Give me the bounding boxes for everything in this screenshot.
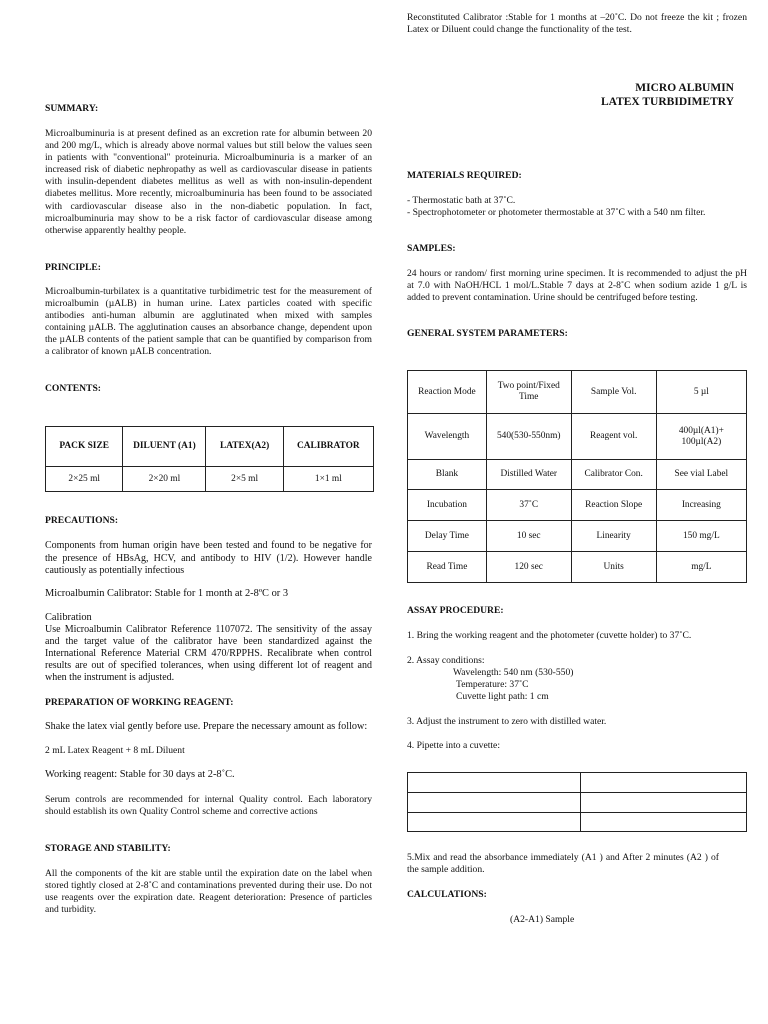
assay-condition-wavelength: Wavelength: 540 nm (530-550) bbox=[453, 667, 574, 678]
pipette-cell bbox=[408, 813, 581, 832]
assay-condition-temperature: Temperature: 37˚C bbox=[456, 679, 529, 691]
params-cell: 400µl(A1)+ 100µl(A2) bbox=[656, 414, 746, 460]
principle-heading: PRINCIPLE: bbox=[45, 262, 101, 273]
params-row bbox=[408, 490, 747, 521]
assay-condition-light-path: Cuvette light path: 1 cm bbox=[456, 691, 549, 703]
params-cell: Reaction Slope bbox=[571, 490, 656, 521]
materials-heading: MATERIALS REQUIRED: bbox=[407, 170, 522, 181]
pipette-cell bbox=[581, 813, 747, 832]
pipette-cell bbox=[408, 773, 581, 793]
contents-cell: 1×1 ml bbox=[283, 467, 373, 492]
contents-cell: 2×20 ml bbox=[123, 467, 206, 492]
assay-step-4: 4. Pipette into a cuvette: bbox=[407, 740, 500, 751]
principle-text: Microalbumin-turbilatex is a quantitative turbidimetric test for the measurement of microalbumin (µALB) in human urine. Latex particles coated with specific antibodies anti-human albumin are agglutinated when mixed with samples containing µALB. The agglutination causes an absorbance change, dependent upon the µALB contents of the patient sample that can be quantified by comparison from a calibrator of known µALB concentration. bbox=[45, 286, 372, 358]
params-row bbox=[408, 552, 747, 583]
preparation-text: Shake the latex vial gently before use. Prepare the necessary amount as follow: bbox=[45, 721, 368, 732]
working-reagent-stability: Working reagent: Stable for 30 days at 2-8˚C. bbox=[45, 769, 235, 780]
summary-heading: SUMMARY: bbox=[45, 103, 99, 114]
params-row bbox=[408, 371, 747, 414]
pipette-row bbox=[408, 773, 747, 793]
contents-header-row bbox=[46, 427, 374, 467]
assay-conditions bbox=[407, 667, 747, 703]
contents-cell: 2×5 ml bbox=[206, 467, 283, 492]
calculation-formula: (A2-A1) Sample bbox=[510, 914, 575, 925]
params-row bbox=[408, 521, 747, 552]
samples-text: 24 hours or random/ first morning urine specimen. It is recommended to adjust the pH at 7.0 with NaOH/HCL 1 mol/L.Stable 7 days at 2-8˚C when sodium azide 1 g/L is added to prevent contamination. Urine should be centrifuged before testing. bbox=[407, 268, 747, 304]
params-cell: 37˚C bbox=[486, 490, 571, 521]
params-cell: See vial Label bbox=[656, 460, 746, 490]
params-cell: Delay Time bbox=[408, 521, 487, 552]
params-cell: Two point/Fixed Time bbox=[486, 371, 571, 414]
params-cell: 120 sec bbox=[486, 552, 571, 583]
contents-row bbox=[46, 467, 374, 492]
params-cell: Reaction Mode bbox=[408, 371, 487, 414]
params-cell: Reagent vol. bbox=[571, 414, 656, 460]
contents-table bbox=[45, 426, 374, 492]
assay-step-3: 3. Adjust the instrument to zero with distilled water. bbox=[407, 716, 607, 727]
materials-item-1: - Thermostatic bath at 37˚C. bbox=[407, 195, 516, 206]
document-title bbox=[560, 82, 734, 109]
calibration-heading: Calibration bbox=[45, 612, 92, 623]
assay-heading: ASSAY PROCEDURE: bbox=[407, 605, 504, 616]
params-cell: Sample Vol. bbox=[571, 371, 656, 414]
pipette-table bbox=[407, 772, 747, 832]
params-cell: Calibrator Con. bbox=[571, 460, 656, 490]
contents-header-cell: LATEX(A2) bbox=[206, 427, 283, 467]
summary-text: Microalbuminuria is at present defined as an excretion rate for albumin between 20 and 200 mg/L, which is already above normal values but still below the values seen in patients with "conventional" proteinuria. Microalbuminuria is a marker of an increased risk of diabetic nephropathy as well as cardiovascular disease in patients with insulin-dependent diabetes mellitus as well as with non-insulin-dependent diabetes mellitus. More recently, microalbuminuria has been found to be associated with cardiovascular disease also in the non-diabetic population. In fact, microalbuminuria may show to be a risk factor of cardiovascular disease among otherwise apparently healthy people. bbox=[45, 128, 372, 236]
params-cell: 5 µl bbox=[656, 371, 746, 414]
params-cell: Linearity bbox=[571, 521, 656, 552]
params-cell: mg/L bbox=[656, 552, 746, 583]
params-cell: Increasing bbox=[656, 490, 746, 521]
materials-item-2: - Spectrophotometer or photometer thermostable at 37˚C with a 540 nm filter. bbox=[407, 207, 706, 218]
calculations-heading: CALCULATIONS: bbox=[407, 889, 487, 900]
contents-header-cell: CALIBRATOR bbox=[283, 427, 373, 467]
pipette-cell bbox=[581, 773, 747, 793]
contents-header-cell: DILUENT (A1) bbox=[123, 427, 206, 467]
params-row bbox=[408, 414, 747, 460]
pipette-cell bbox=[581, 793, 747, 813]
params-cell: 150 mg/L bbox=[656, 521, 746, 552]
title-line-1: MICRO ALBUMIN bbox=[635, 82, 734, 94]
params-row bbox=[408, 460, 747, 490]
reconstituted-calibrator-note: Reconstituted Calibrator :Stable for 1 months at –20˚C. Do not freeze the kit ; frozen Latex or Diluent could change the functionality of the test. bbox=[407, 12, 747, 36]
assay-step-2: 2. Assay conditions: bbox=[407, 655, 485, 666]
params-cell: Read Time bbox=[408, 552, 487, 583]
pipette-row bbox=[408, 793, 747, 813]
precautions-heading: PRECAUTIONS: bbox=[45, 515, 119, 526]
params-cell: Distilled Water bbox=[486, 460, 571, 490]
params-cell: Blank bbox=[408, 460, 487, 490]
pipette-cell bbox=[408, 793, 581, 813]
params-cell: Incubation bbox=[408, 490, 487, 521]
preparation-heading: PREPARATION OF WORKING REAGENT: bbox=[45, 697, 234, 708]
precautions-text: Components from human origin have been tested and found to be negative for the presence of HBsAg, HCV, and antibody to HIV (1/2). However handle cautiously as potentially infectious bbox=[45, 540, 372, 576]
storage-text: All the components of the kit are stable until the expiration date on the label when stored tightly closed at 2-8˚C and contaminations prevented during their use. Do not use reagents over the expiration date. Reagent deterioration: Presence of particles and turbidity. bbox=[45, 868, 372, 916]
contents-header-cell: PACK SIZE bbox=[46, 427, 123, 467]
storage-heading: STORAGE AND STABILITY: bbox=[45, 843, 171, 854]
params-cell: 10 sec bbox=[486, 521, 571, 552]
params-cell: Units bbox=[571, 552, 656, 583]
calibration-text: Use Microalbumin Calibrator Reference 1107072. The sensitivity of the assay and the target value of the calibrator have been standardized against the International Reference Material CRM 470/RPPHS. Recalibrate when control results are out of specified tolerances, when using different lot of reagent and when the instrument is adjusted. bbox=[45, 624, 372, 684]
system-params-heading: GENERAL SYSTEM PARAMETERS: bbox=[407, 328, 568, 339]
system-params-table bbox=[407, 370, 747, 583]
calibrator-stability: Microalbumin Calibrator: Stable for 1 month at 2-8ºC or 3 bbox=[45, 588, 289, 599]
params-cell: 540(530-550nm) bbox=[486, 414, 571, 460]
preparation-ratio: 2 mL Latex Reagent + 8 mL Diluent bbox=[45, 745, 185, 756]
assay-step-5: 5.Mix and read the absorbance immediately (A1 ) and After 2 minutes (A2 ) of the sample addition. bbox=[407, 852, 719, 876]
assay-step-1: 1. Bring the working reagent and the photometer (cuvette holder) to 37˚C. bbox=[407, 630, 692, 641]
contents-heading: CONTENTS: bbox=[45, 383, 101, 394]
samples-heading: SAMPLES: bbox=[407, 243, 456, 254]
contents-cell: 2×25 ml bbox=[46, 467, 123, 492]
params-cell: Wavelength bbox=[408, 414, 487, 460]
title-line-2: LATEX TURBIDIMETRY bbox=[600, 95, 734, 108]
quality-control-text: Serum controls are recommended for internal Quality control. Each laboratory should establish its own Quality Control scheme and corrective actions bbox=[45, 794, 372, 818]
pipette-row bbox=[408, 813, 747, 832]
